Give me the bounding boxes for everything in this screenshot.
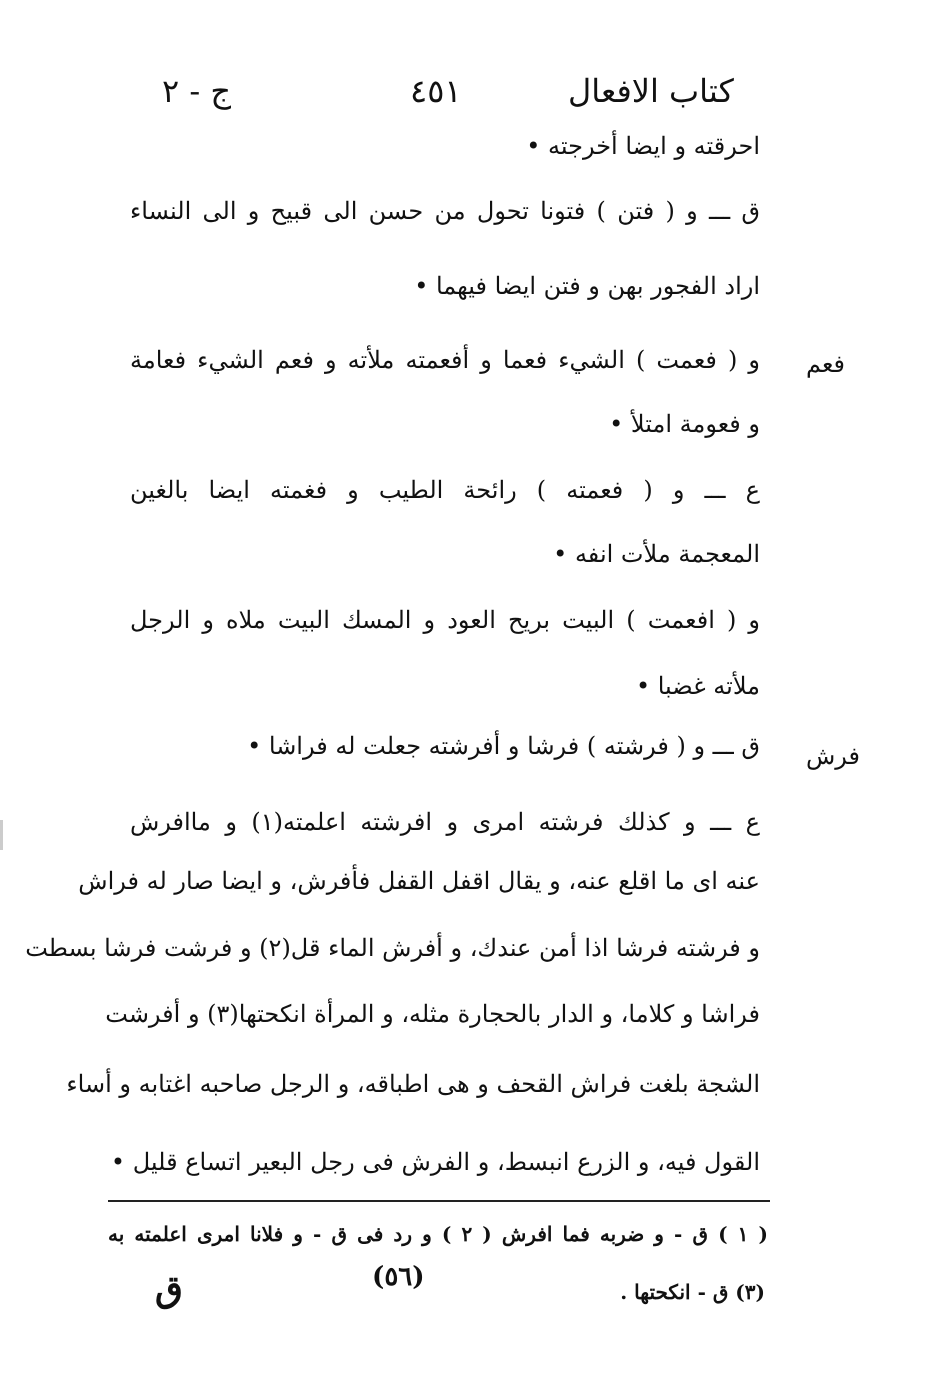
volume-label: ج - ٢ (162, 72, 231, 110)
page-number: ٤٥١ (410, 72, 462, 110)
footnote-rule (108, 1200, 770, 1202)
scan-edge-mark (0, 820, 3, 850)
body-line: المعجمة ملأت انفه • (553, 540, 760, 568)
signature-mark: ق (155, 1268, 183, 1310)
body-line: ع ـــ و كذلك فرشته امرى و افرشته اعلمته(١) و ماافرش (130, 808, 760, 836)
body-line: ملأته غضبا • (635, 672, 760, 700)
body-line: ق ـــ و ( فتن ) فتونا تحول من حسن الى قبيح و الى النساء (130, 197, 760, 225)
body-line: و ( افعمت ) البيت بريح العود و المسك البيت ملاه و الرجل (130, 606, 760, 634)
sheet-number: (٥٦) (372, 1262, 425, 1292)
body-line: و فرشته فرشا اذا أمن عندك، و أفرش الماء قل(٢) و فرشت فرشا بسطت (25, 934, 760, 962)
body-line: و فعومة امتلأ • (609, 410, 760, 438)
body-line: و ( فعمت ) الشيء فعما و أفعمته ملأته و فعم الشيء فعامة (130, 346, 760, 374)
margin-word-farsh: فرش (806, 742, 861, 770)
footnote-3: (٣) ق - انكحتها . (620, 1280, 765, 1304)
body-line: فراشا و كلاما، و الدار بالحجارة مثله، و المرأة انكحتها(٣) و أفرشت (105, 1000, 760, 1028)
body-line: اراد الفجور بهن و فتن ايضا فيهما • (414, 272, 760, 300)
footnote-1-2: ( ١ ) ق - و ضربه فما افرش ( ٢ ) و رد فى ق - و فلانا امرى اعلمته به (108, 1222, 768, 1246)
body-line: الشجة بلغت فراش القحف و هى اطباقه، و الرجل صاحبه اغتابه و أساء (66, 1070, 760, 1098)
body-line: القول فيه، و الزرع انبسط، و الفرش فى رجل البعير اتساع قليل • (110, 1148, 760, 1176)
body-line: عنه اى ما اقلع عنه، و يقال اقفل القفل فأفرش، و ايضا صار له فراش (78, 867, 760, 895)
running-header-title: كتاب الافعال (568, 72, 734, 110)
body-line: ع ـــ و ( فعمته ) رائحة الطيب و فغمته ايضا بالغين (130, 476, 760, 504)
body-line: ق ـــ و ( فرشته ) فرشا و أفرشته جعلت له فراشا • (247, 732, 760, 760)
margin-word-fahm: فعم (806, 350, 846, 378)
body-line: احرقته و ايضا أخرجته • (526, 132, 760, 160)
